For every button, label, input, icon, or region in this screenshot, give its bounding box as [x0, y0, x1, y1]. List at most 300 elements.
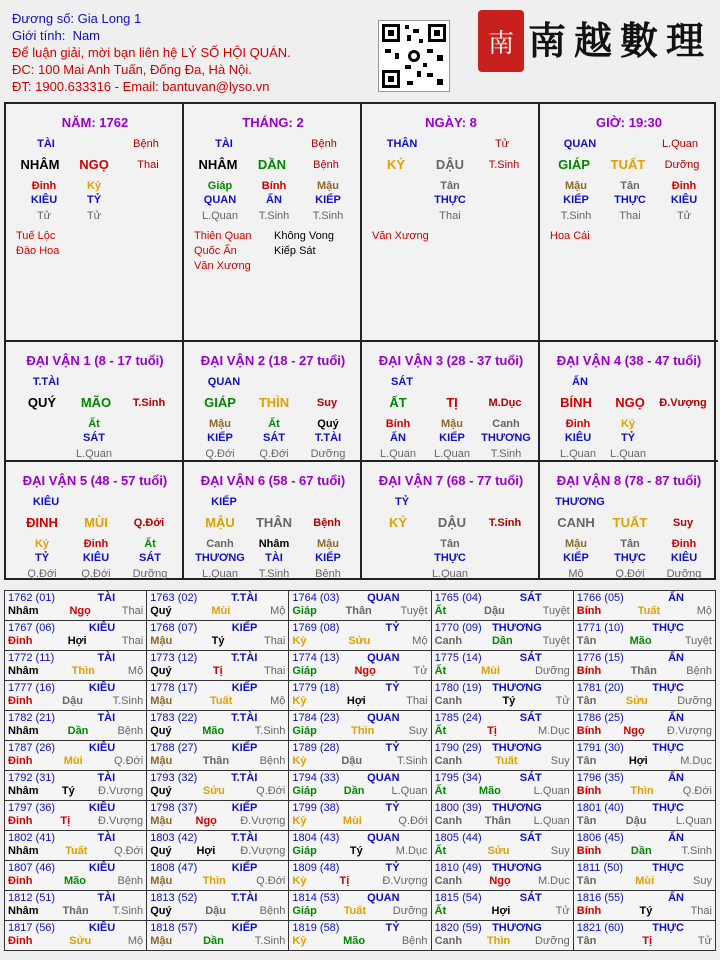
- year-stage: Dưỡng: [392, 905, 428, 917]
- annual-cell-bottom: [150, 725, 285, 738]
- dai-van-stem: GIÁP: [204, 395, 236, 410]
- annual-cell-bottom: [577, 605, 712, 618]
- year-stage: Bệnh: [117, 725, 144, 737]
- year-label: 1807 (46): [8, 862, 56, 874]
- annual-cell-top: [292, 802, 427, 815]
- year-ten-god: TỶ: [385, 742, 400, 754]
- year-stem: Giáp: [292, 785, 317, 797]
- year-ten-god: THỰC: [652, 742, 684, 754]
- hidden-ten-god: TÀI: [265, 552, 283, 564]
- hidden-stem: Canh: [206, 538, 234, 550]
- pillar-3: [540, 104, 718, 342]
- year-label: 1775 (14): [434, 652, 482, 664]
- year-label: 1791 (30): [576, 742, 624, 754]
- annual-cell-top: [435, 832, 570, 845]
- hidden-ten-god: THỰC: [434, 194, 466, 206]
- year-stem: Nhâm: [8, 665, 39, 677]
- hidden-stage: T.Sinh: [490, 448, 522, 460]
- year-stage: Thai: [263, 665, 286, 677]
- annual-cell-top: [577, 652, 712, 665]
- year-stem: Ất: [434, 665, 447, 677]
- annual-cell: [147, 831, 289, 861]
- year-branch: Mão: [202, 725, 225, 737]
- year-stem: Đinh: [8, 815, 33, 827]
- year-stage: Mộ: [270, 695, 286, 707]
- annual-cell: [431, 801, 573, 831]
- dai-van-title: ĐẠI VẬN 2 (18 - 27 tuổi): [200, 353, 346, 368]
- annual-cell-top: [292, 742, 427, 755]
- year-branch: Dần: [203, 935, 224, 947]
- year-stage: Dưỡng: [534, 665, 570, 677]
- hidden-ten-god: KIẾP: [563, 194, 589, 206]
- hidden-ten-god: ẤN: [390, 432, 406, 444]
- year-stem: Canh: [434, 755, 463, 767]
- dai-van-branch: DẬU: [437, 515, 467, 530]
- dai-van-title: ĐẠI VẬN 6 (58 - 67 tuổi): [200, 473, 346, 488]
- dai-van-stem: ĐINH: [26, 515, 58, 530]
- annual-cell-top: [150, 922, 285, 935]
- annual-cell-bottom: [577, 695, 712, 708]
- year-branch: Dậu: [625, 815, 647, 827]
- special-star: Không Vong: [274, 230, 334, 242]
- table-row: [5, 651, 716, 681]
- hidden-ten-god: THƯƠNG: [195, 552, 245, 564]
- annual-cell-top: [8, 832, 143, 845]
- year-label: 1784 (23): [292, 712, 340, 724]
- year-label: 1800 (39): [434, 802, 482, 814]
- year-stage: L.Quan: [391, 785, 428, 797]
- dai-van-ten-god: SÁT: [391, 376, 413, 388]
- hidden-stage: Dưỡng: [310, 448, 346, 460]
- hidden-stage: Tử: [676, 210, 692, 222]
- hidden-ten-god: T.TÀI: [314, 432, 342, 444]
- year-branch: Mùi: [342, 815, 362, 827]
- annual-cell-bottom: [577, 815, 712, 828]
- annual-cell: [431, 591, 573, 621]
- annual-cell-top: [8, 772, 143, 785]
- year-label: 1821 (60): [576, 922, 624, 934]
- year-ten-god: TỶ: [385, 862, 400, 874]
- hidden-stem: Bính: [261, 180, 287, 192]
- dai-van-title: ĐẠI VẬN 4 (38 - 47 tuổi): [556, 353, 702, 368]
- hidden-stage: Thai: [439, 210, 461, 222]
- annual-cell-bottom: [292, 755, 427, 768]
- annual-cell: [289, 741, 431, 771]
- year-stem: Tân: [576, 635, 597, 647]
- annual-cell-top: [150, 802, 285, 815]
- year-stage: Bệnh: [686, 665, 712, 677]
- year-branch: Sửu: [625, 695, 648, 707]
- annual-cell-top: [577, 712, 712, 725]
- dai-van-branch: NGỌ: [615, 395, 645, 410]
- hidden-ten-god: KIÊU: [670, 552, 698, 564]
- year-stage: Q.Đới: [682, 785, 712, 797]
- hidden-ten-god: KIÊU: [670, 194, 698, 206]
- phone-email-line: ĐT: 1900.633316 - Email: bantuvan@lyso.vn: [12, 79, 270, 94]
- hidden-ten-god: TỶ: [620, 432, 636, 444]
- pillar-title: NĂM: 1762: [61, 115, 129, 130]
- year-ten-god: TÀI: [97, 712, 116, 724]
- year-ten-god: QUAN: [367, 892, 400, 904]
- annual-cell: [289, 771, 431, 801]
- special-star: Văn Xương: [194, 260, 251, 272]
- hidden-stem: Ất: [88, 418, 100, 430]
- year-label: 1814 (53): [292, 892, 340, 904]
- dai-van-stem: ẤT: [389, 395, 407, 410]
- table-row: [5, 621, 716, 651]
- hidden-stage: Q.Đới: [259, 448, 289, 460]
- annual-cell-bottom: [435, 815, 570, 828]
- hidden-stage: L.Quan: [609, 448, 647, 460]
- year-branch: Thìn: [71, 665, 95, 677]
- year-branch: Tị: [642, 935, 652, 947]
- year-stage: Q.Đới: [256, 785, 286, 797]
- annual-cell: [5, 831, 147, 861]
- annual-cell: [289, 891, 431, 921]
- year-stem: Đinh: [8, 695, 33, 707]
- hidden-stage: Dưỡng: [666, 568, 702, 580]
- dai-van-ten-god: T.TÀI: [32, 376, 60, 388]
- year-ten-god: THỰC: [652, 682, 684, 694]
- year-ten-god: THỰC: [652, 622, 684, 634]
- annual-cell: [573, 891, 715, 921]
- annual-cell-bottom: [435, 905, 570, 918]
- annual-cell-top: [435, 652, 570, 665]
- table-row: [5, 591, 716, 621]
- year-ten-god: ẤN: [668, 652, 684, 664]
- year-stage: Thai: [690, 905, 712, 917]
- gender-line: [12, 27, 372, 44]
- annual-cell: [5, 621, 147, 651]
- hidden-stage: T.Sinh: [560, 210, 592, 222]
- year-stem: Ất: [434, 725, 447, 737]
- year-stage: Q.Đới: [398, 815, 428, 827]
- annual-cell-bottom: [8, 695, 143, 708]
- hidden-ten-god: KIẾP: [439, 432, 465, 444]
- annual-cell-top: [577, 622, 712, 635]
- annual-cell: [289, 651, 431, 681]
- dai-van-stage: Q.Đới: [133, 517, 165, 529]
- hidden-ten-god: KIÊU: [564, 432, 592, 444]
- annual-cell-bottom: [8, 845, 143, 858]
- pillar-top-stage: Tử: [494, 138, 510, 150]
- year-branch: Thân: [484, 815, 511, 827]
- table-row: [5, 801, 716, 831]
- year-stage: Tử: [555, 695, 570, 707]
- year-stem: Quý: [150, 905, 172, 917]
- annual-cell: [431, 711, 573, 741]
- special-star: Thiên Quan: [194, 230, 252, 242]
- hidden-ten-god: KIÊU: [82, 552, 110, 564]
- year-label: 1804 (43): [292, 832, 340, 844]
- gender-value: Nam: [72, 28, 101, 43]
- annual-cell-bottom: [292, 875, 427, 888]
- annual-cell-bottom: [577, 665, 712, 678]
- annual-cell: [147, 621, 289, 651]
- year-branch: Tị: [60, 815, 71, 827]
- year-branch: Tý: [211, 635, 225, 647]
- annual-cell-bottom: [150, 755, 285, 768]
- year-label: 1802 (41): [8, 832, 56, 844]
- annual-cell-top: [150, 862, 285, 875]
- annual-cell: [147, 891, 289, 921]
- year-label: 1816 (55): [576, 892, 624, 904]
- annual-cell: [5, 651, 147, 681]
- hidden-ten-god: THỰC: [614, 194, 646, 206]
- year-label: 1772 (11): [8, 652, 55, 664]
- year-label: 1779 (18): [292, 682, 340, 694]
- year-stage: Dưỡng: [677, 695, 712, 707]
- hidden-stem: Đinh: [671, 180, 697, 192]
- pillar-title: NGÀY: 8: [425, 115, 477, 130]
- annual-cell-bottom: [435, 605, 570, 618]
- year-ten-god: SÁT: [519, 592, 542, 604]
- hidden-stem: Mậu: [565, 538, 587, 550]
- hidden-stem: Đinh: [671, 538, 697, 550]
- year-ten-god: QUAN: [367, 652, 400, 664]
- year-branch: Thìn: [202, 875, 226, 887]
- annual-cell-top: [292, 892, 427, 905]
- year-stem: Tân: [576, 695, 597, 707]
- year-label: 1793 (32): [150, 772, 198, 784]
- annual-cell: [431, 831, 573, 861]
- year-stage: Suy: [550, 845, 570, 857]
- hidden-stage: L.Quan: [379, 448, 417, 460]
- hidden-ten-god: KIẾP: [563, 552, 589, 564]
- annual-cell-bottom: [8, 875, 143, 888]
- annual-cell-top: [150, 682, 285, 695]
- hidden-stem: Bính: [385, 418, 411, 430]
- annual-cell: [5, 891, 147, 921]
- table-row: [5, 711, 716, 741]
- table-row: [5, 831, 716, 861]
- annual-cell-bottom: [435, 845, 570, 858]
- hidden-stem: Tân: [620, 538, 640, 550]
- annual-cell-top: [150, 712, 285, 725]
- year-branch: Ngọ: [69, 605, 91, 617]
- annual-cell-top: [292, 682, 427, 695]
- year-branch: Sửu: [202, 785, 225, 797]
- annual-cell-bottom: [8, 605, 143, 618]
- annual-luck-table: [4, 590, 716, 951]
- year-ten-god: KIẾP: [231, 802, 258, 814]
- dai-van-stem: CANH: [557, 515, 595, 530]
- year-ten-god: THƯƠNG: [492, 682, 542, 694]
- hidden-stage: Bệnh: [315, 568, 341, 580]
- annual-cell-top: [292, 862, 427, 875]
- year-branch: Ngọ: [489, 875, 511, 887]
- year-stage: Mộ: [412, 635, 428, 647]
- annual-cell: [289, 801, 431, 831]
- year-label: 1801 (40): [576, 802, 624, 814]
- seal-logo-icon: 南: [478, 10, 524, 72]
- year-ten-god: TÀI: [97, 772, 116, 784]
- year-branch: Sửu: [69, 935, 92, 947]
- year-branch: Tý: [639, 905, 653, 917]
- pillar-stem: KỶ: [386, 157, 406, 172]
- annual-cell-top: [8, 622, 143, 635]
- year-stem: Giáp: [292, 605, 317, 617]
- year-stage: Đ.Vượng: [382, 875, 428, 887]
- annual-cell-top: [8, 892, 143, 905]
- year-ten-god: TỶ: [385, 682, 400, 694]
- year-stem: Giáp: [292, 725, 317, 737]
- year-stage: Đ.Vượng: [240, 845, 286, 857]
- annual-cell-bottom: [292, 935, 427, 948]
- hidden-stage: L.Quan: [75, 448, 113, 460]
- year-stem: Kỷ: [292, 935, 307, 947]
- hidden-ten-god: ẤN: [266, 194, 282, 206]
- hidden-stem: Kỷ: [86, 180, 102, 192]
- year-ten-god: T.TÀI: [231, 772, 258, 784]
- annual-cell-bottom: [435, 695, 570, 708]
- annual-cell-bottom: [8, 785, 143, 798]
- year-label: 1809 (48): [292, 862, 340, 874]
- hidden-stem: Nhâm: [258, 538, 290, 550]
- pillar-stem: GIÁP: [558, 157, 590, 172]
- annual-cell: [5, 681, 147, 711]
- year-stage: Tử: [697, 935, 712, 947]
- year-branch: Ngọ: [623, 725, 645, 737]
- year-ten-god: T.TÀI: [231, 712, 258, 724]
- year-label: 1786 (25): [576, 712, 624, 724]
- dai-van-stage: Bệnh: [313, 517, 341, 529]
- year-label: 1769 (08): [292, 622, 340, 634]
- annual-cell-bottom: [292, 695, 427, 708]
- annual-cell-bottom: [577, 845, 712, 858]
- year-ten-god: SÁT: [519, 712, 542, 724]
- year-branch: Thân: [62, 905, 89, 917]
- hidden-stem: Đinh: [31, 180, 57, 192]
- pillar-0: [6, 104, 184, 342]
- hidden-stem: Đinh: [83, 538, 109, 550]
- hidden-stage: L.Quan: [201, 568, 239, 580]
- annual-cell-top: [8, 712, 143, 725]
- annual-cell-bottom: [435, 725, 570, 738]
- annual-cell-bottom: [435, 665, 570, 678]
- annual-cell: [573, 831, 715, 861]
- year-stem: Mậu: [150, 875, 173, 887]
- year-branch: Tị: [487, 725, 497, 737]
- hidden-stage: Q.Đới: [27, 568, 57, 580]
- annual-cell: [431, 891, 573, 921]
- annual-cell-top: [8, 682, 143, 695]
- annual-cell-top: [577, 592, 712, 605]
- hidden-stage: Tử: [36, 210, 52, 222]
- year-stage: Mộ: [127, 665, 144, 677]
- year-stem: Mậu: [150, 755, 173, 767]
- year-ten-god: THỰC: [652, 862, 684, 874]
- annual-cell-bottom: [8, 725, 143, 738]
- year-ten-god: SÁT: [519, 652, 542, 664]
- annual-cell-top: [577, 862, 712, 875]
- year-ten-god: ẤN: [668, 832, 684, 844]
- year-ten-god: KIÊU: [88, 682, 116, 694]
- dai-van-branch: TỊ: [446, 395, 458, 410]
- year-branch: Dần: [491, 635, 513, 647]
- year-ten-god: KIÊU: [88, 922, 116, 934]
- annual-cell-bottom: [435, 755, 570, 768]
- year-stem: Đinh: [8, 875, 33, 887]
- annual-cell: [573, 861, 715, 891]
- pillar-ten-god: TÀI: [37, 138, 55, 150]
- pillar-branch-stage: Bệnh: [313, 159, 339, 171]
- year-stem: Mậu: [150, 635, 173, 647]
- year-branch: Mùi: [211, 605, 231, 617]
- year-stage: Đ.Vượng: [98, 815, 144, 827]
- annual-cell: [5, 591, 147, 621]
- year-stage: Đ.Vượng: [240, 815, 286, 827]
- year-branch: Hợi: [628, 755, 648, 767]
- dai-van-6: [184, 462, 362, 580]
- year-stem: Bính: [576, 605, 602, 617]
- year-stem: Đinh: [8, 635, 33, 647]
- annual-cell-bottom: [577, 635, 712, 648]
- annual-cell: [147, 771, 289, 801]
- year-label: 1768 (07): [150, 622, 198, 634]
- annual-cell-top: [150, 832, 285, 845]
- year-stem: Bính: [576, 845, 602, 857]
- annual-cell-top: [435, 862, 570, 875]
- annual-cell-top: [435, 592, 570, 605]
- annual-cell-top: [8, 592, 143, 605]
- annual-cell-top: [292, 592, 427, 605]
- year-branch: Mão: [343, 935, 366, 947]
- year-branch: Sửu: [348, 635, 371, 647]
- year-label: 1789 (28): [292, 742, 340, 754]
- year-branch: Hợi: [346, 695, 366, 707]
- annual-cell-top: [8, 742, 143, 755]
- hidden-stage: Q.Đới: [205, 448, 235, 460]
- annual-cell: [289, 621, 431, 651]
- year-branch: Tuất: [209, 695, 233, 707]
- dai-van-ten-god: QUAN: [207, 376, 241, 388]
- dai-van-stage: Suy: [672, 517, 694, 529]
- annual-cell: [573, 591, 715, 621]
- year-stem: Quý: [150, 785, 172, 797]
- dai-van-stem: MẬU: [205, 515, 235, 530]
- year-label: 1817 (56): [8, 922, 56, 934]
- year-stage: Tuyệt: [684, 635, 712, 647]
- year-stage: T.Sinh: [112, 905, 144, 917]
- year-ten-god: TÀI: [97, 592, 116, 604]
- year-stage: Tuyệt: [542, 605, 570, 617]
- pillar-branch: TUẤT: [610, 157, 646, 172]
- hidden-ten-god: KIÊU: [30, 194, 58, 206]
- year-label: 1813 (52): [150, 892, 198, 904]
- annual-cell-top: [435, 682, 570, 695]
- annual-cell-bottom: [292, 635, 427, 648]
- hidden-stem: Tân: [620, 180, 640, 192]
- annual-cell-top: [150, 652, 285, 665]
- year-label: 1763 (02): [150, 592, 198, 604]
- owner-name: Đương số: Gia Long 1: [12, 11, 142, 26]
- hidden-ten-god: THỰC: [614, 552, 646, 564]
- year-label: 1783 (22): [150, 712, 198, 724]
- year-ten-god: THỰC: [652, 922, 684, 934]
- annual-cell-top: [150, 772, 285, 785]
- hidden-stage: L.Quan: [201, 210, 239, 222]
- year-branch: Mão: [478, 785, 501, 797]
- dai-van-branch: TUẤT: [612, 515, 648, 530]
- year-stem: Nhâm: [8, 845, 39, 857]
- dai-van-title: ĐẠI VẬN 5 (48 - 57 tuổi): [22, 473, 168, 488]
- annual-cell-top: [435, 802, 570, 815]
- year-stem: Nhâm: [8, 785, 39, 797]
- year-ten-god: SÁT: [519, 772, 542, 784]
- year-stem: Đinh: [8, 755, 33, 767]
- dai-van-stage: T.Sinh: [132, 397, 166, 409]
